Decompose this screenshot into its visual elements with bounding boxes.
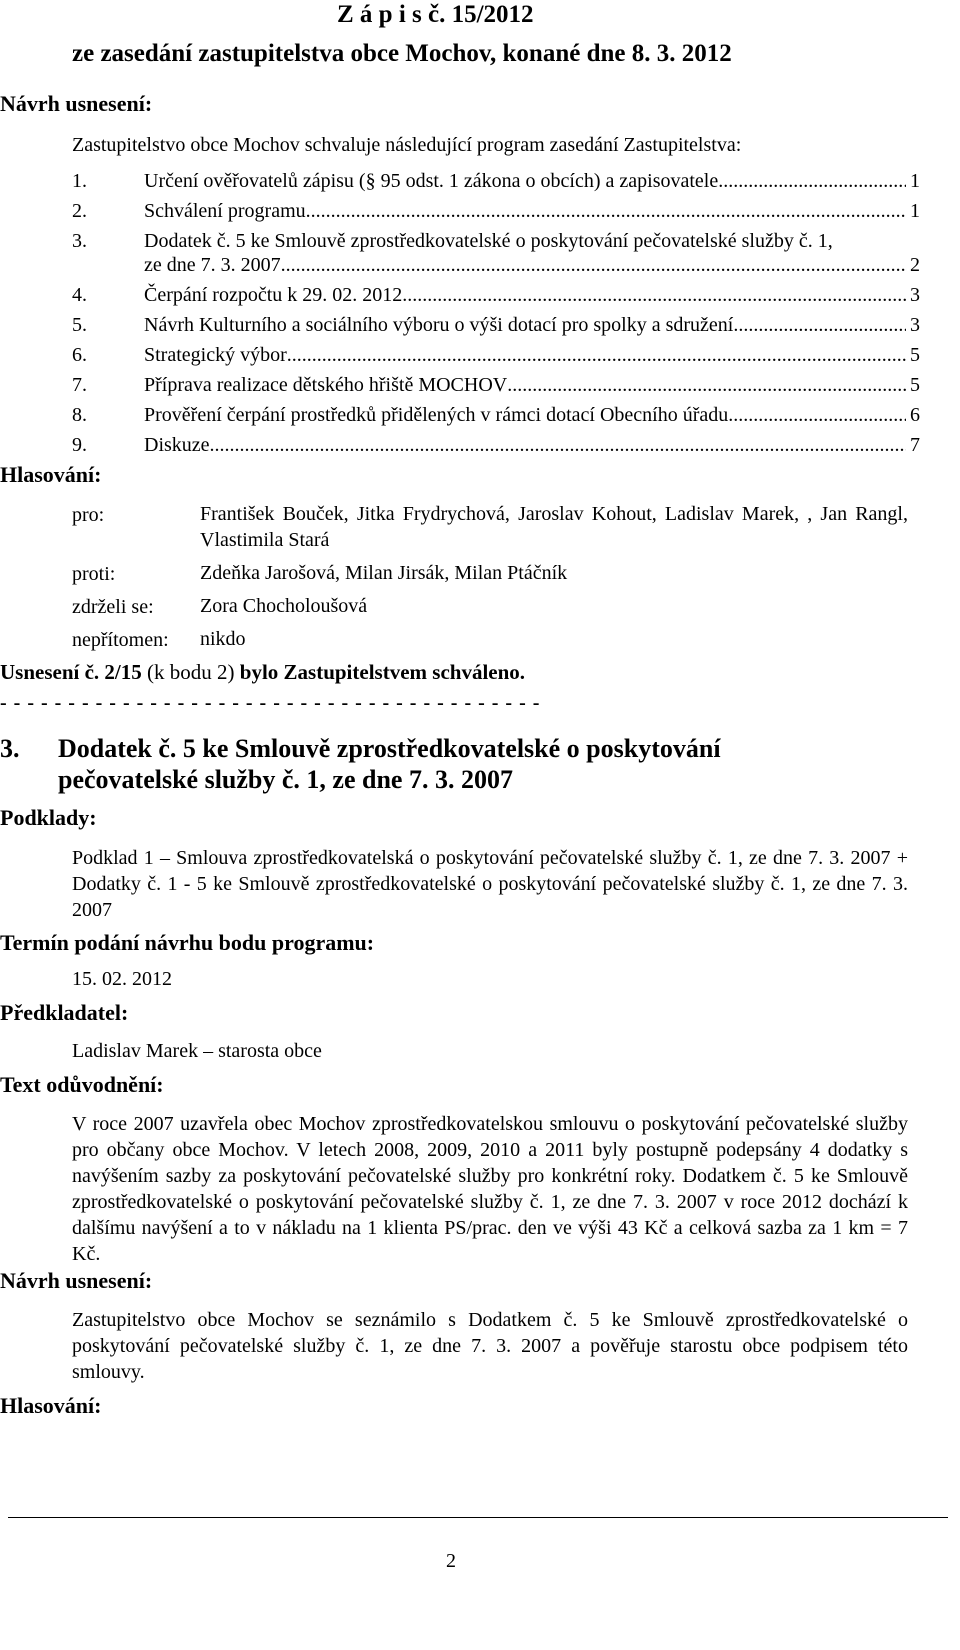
list-item: 4. Čerpání rozpočtu k 29. 02. 2012 ..... 3 xyxy=(72,283,920,307)
list-item: 2. Schválení programu ..... 1 xyxy=(72,199,920,223)
vote-absent-label: nepřítomen: xyxy=(72,629,169,651)
list-item: 9. Diskuze ..... 7 xyxy=(72,433,920,457)
vote-proti-value: Zdeňka Jarošová, Milan Jirsák, Milan Ptáčník xyxy=(200,562,568,584)
resolution-proposal-label-2: Návrh usnesení: xyxy=(0,1268,153,1293)
list-item: 5. Návrh Kulturního a sociálního výboru o výši dotací pro spolky a sdružení ..... 3 xyxy=(72,313,920,337)
vote-abstain-label: zdrželi se: xyxy=(72,596,154,618)
list-item: ze dne 7. 3. 2007 ..... 2 xyxy=(72,253,920,277)
resolution-result: Usnesení č. 2/15 (k bodu 2) bylo Zastupitelstvem schváleno. xyxy=(0,660,526,684)
submission-date-label: Termín podání návrhu bodu programu: xyxy=(0,930,375,955)
section-3-heading-line1: Dodatek č. 5 ke Smlouvě zprostředkovatelské o poskytování xyxy=(58,734,721,763)
resolution-proposal-label: Návrh usnesení: xyxy=(0,91,153,116)
justification-text: V roce 2007 uzavřela obec Mochov zprostředkovatelskou smlouvu o poskytování pečovatelské služby pro občany obce Mochov. V letech 2008, 2009, 2010 a 2011 byly postupně podepsány 4 dodatky s navýšením sazby za poskytování pečovatelské služby pro konkrétní roky. Dodatkem č. 5 ke Smlouvě zprostředkovatelské o poskytování pečovatelské služby č. 1, ze dne 7. 3. 2007 v roce 2012 dochází k dalšímu navýšení a to v nákladu na 1 klienta PS/prac. den ve výši 43 Kč a celková sazba za 1 km = 7 Kč. xyxy=(72,1113,908,1265)
list-item: 6. Strategický výbor ..... 5 xyxy=(72,343,920,367)
document-subtitle: ze zasedání zastupitelstva obce Mochov, konané dne 8. 3. 2012 xyxy=(72,40,732,67)
program-intro: Zastupitelstvo obce Mochov schvaluje následující program zasedání Zastupitelstva: xyxy=(72,134,742,156)
submission-date-value: 15. 02. 2012 xyxy=(72,968,172,990)
page-number: 2 xyxy=(446,1550,456,1572)
justification-label: Text odůvodnění: xyxy=(0,1072,164,1097)
document-title: Z á p i s č. 15/2012 xyxy=(337,1,534,28)
voting-label-2: Hlasování: xyxy=(0,1393,102,1418)
submitter-label: Předkladatel: xyxy=(0,1000,129,1025)
section-separator: - - - - - - - - - - - - - - - - - - - - - - - - - - - - - - - - - - - - - - - - xyxy=(0,692,541,714)
list-item: 7. Příprava realizace dětského hřiště MOCHOV ..... 5 xyxy=(72,373,920,397)
vote-pro-label: pro: xyxy=(72,504,105,526)
vote-pro-value: František Bouček, Jitka Frydrychová, Jaroslav Kohout, Ladislav Marek, , Jan Rangl, Vlastimila Stará xyxy=(200,503,908,551)
vote-absent-value: nikdo xyxy=(200,628,246,650)
vote-abstain-value: Zora Chocholoušová xyxy=(200,595,368,617)
voting-label: Hlasování: xyxy=(0,462,102,487)
section-3-heading-line2: pečovatelské služby č. 1, ze dne 7. 3. 2007 xyxy=(58,765,513,794)
footer-divider xyxy=(8,1517,948,1518)
documents-text: Podklad 1 – Smlouva zprostředkovatelská o poskytování pečovatelské služby č. 1, ze dne 7. 3. 2007 + Dodatky č. 1 - 5 ke Smlouvě zprostředkovatelské o poskytování pečovatelské služby č. 1, ze dne 7. 3. 2007 xyxy=(72,847,908,921)
section-3-number: 3. xyxy=(0,734,20,763)
list-item: 8. Prověření čerpání prostředků přidělených v rámci dotací Obecního úřadu ..... 6 xyxy=(72,403,920,427)
list-item: 1. Určení ověřovatelů zápisu (§ 95 odst. 1 zákona o obcích) a zapisovatele ..... 1 xyxy=(72,169,920,193)
documents-label: Podklady: xyxy=(0,805,97,830)
submitter-value: Ladislav Marek – starosta obce xyxy=(72,1040,322,1062)
list-item: 3. Dodatek č. 5 ke Smlouvě zprostředkovatelské o poskytování pečovatelské služby č. 1, xyxy=(72,230,833,252)
resolution-proposal-text: Zastupitelstvo obce Mochov se seznámilo s Dodatkem č. 5 ke Smlouvě zprostředkovatelské o poskytování pečovatelské služby č. 1, ze dne 7. 3. 2007 a pověřuje starostu obce podpisem této smlouvy. xyxy=(72,1309,908,1383)
vote-proti-label: proti: xyxy=(72,563,116,585)
